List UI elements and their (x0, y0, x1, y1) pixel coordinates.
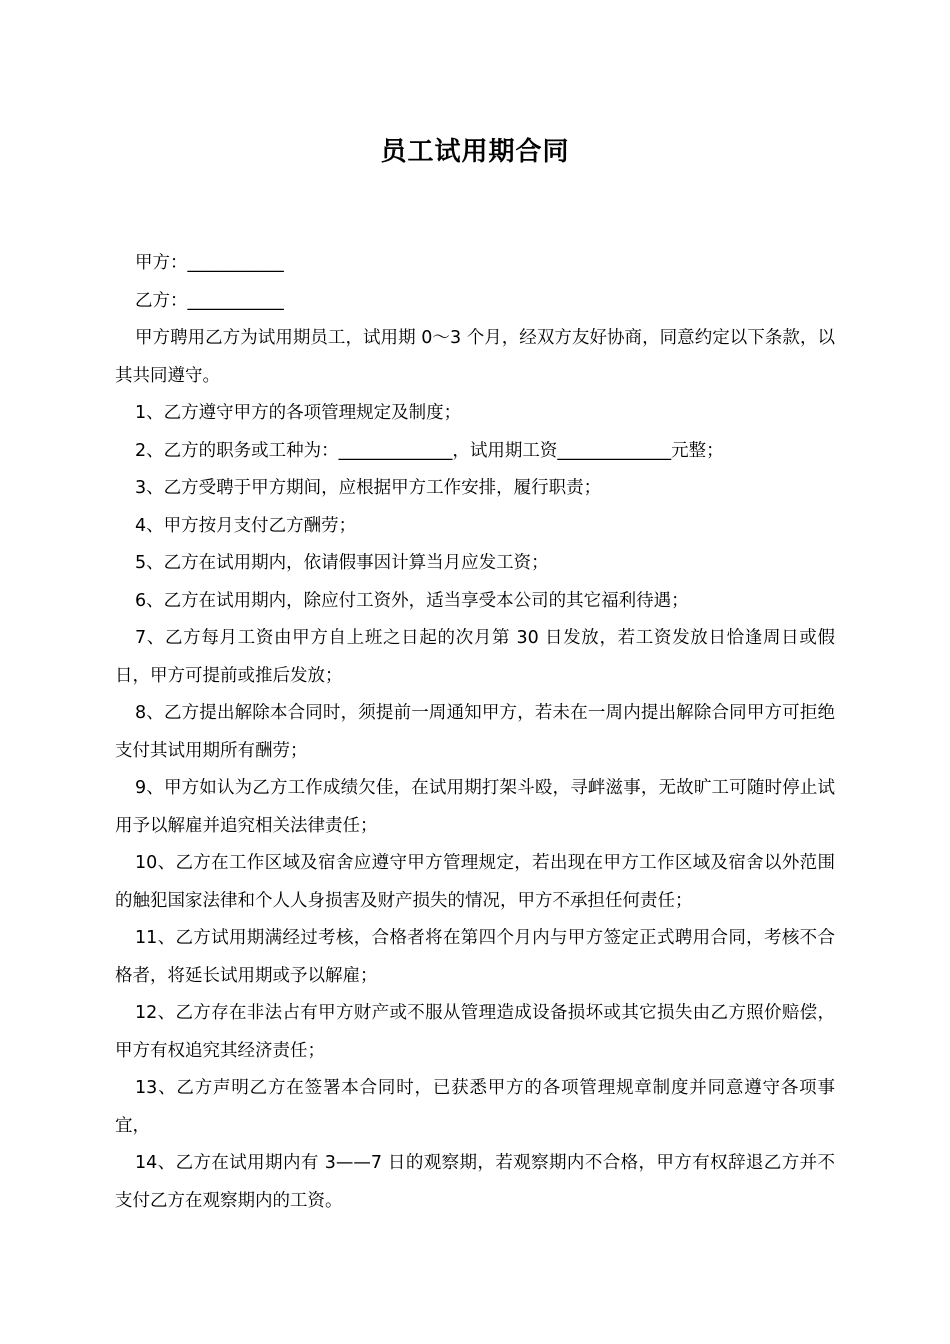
clause-4: 4、甲方按月支付乙方酬劳； (135, 515, 357, 536)
intro-paragraph: 甲方聘用乙方为试用期员工，试用期 0～3 个月，经双方友好协商，同意约定以下条款，以其共同遵守。 (115, 328, 835, 386)
clause-6: 6、乙方在试用期内，除应付工资外，适当享受本公司的其它福利待遇； (135, 590, 689, 611)
clause-12: 12、乙方存在非法占有甲方财产或不服从管理造成设备损坏或其它损失由乙方照价赔偿，甲方有权追究其经济责任； (115, 1003, 835, 1061)
document-body (115, 245, 835, 1220)
clause-8: 8、乙方提出解除本合同时，须提前一周通知甲方，若未在一周内提出解除合同甲方可拒绝支付其试用期所有酬劳； (115, 703, 835, 761)
party-a-line: 甲方：___________ (135, 253, 284, 273)
clause-10: 10、乙方在工作区域及宿舍应遵守甲方管理规定，若出现在甲方工作区域及宿舍以外范围的触犯国家法律和个人人身损害及财产损失的情况，甲方不承担任何责任； (115, 853, 835, 911)
clause-13: 13、乙方声明乙方在签署本合同时，已获悉甲方的各项管理规章制度并同意遵守各项事宜， (115, 1078, 835, 1136)
clause-14: 14、乙方在试用期内有 3——7 日的观察期，若观察期内不合格，甲方有权辞退乙方并不支付乙方在观察期内的工资。 (115, 1153, 835, 1211)
clause-1: 1、乙方遵守甲方的各项管理规定及制度； (135, 403, 462, 423)
clause-5: 5、乙方在试用期内，依请假事因计算当月应发工资； (135, 553, 549, 573)
clause-7: 7、乙方每月工资由甲方自上班之日起的次月第 30 日发放，若工资发放日恰逢周日或假日，甲方可提前或推后发放； (115, 628, 835, 686)
party-b-line: 乙方：___________ (135, 290, 284, 311)
clause-3: 3、乙方受聘于甲方期间，应根据甲方工作安排，履行职责； (135, 478, 602, 498)
document-title: 员工试用期合同 (380, 137, 570, 167)
clause-11: 11、乙方试用期满经过考核，合格者将在第四个月内与甲方签定正式聘用合同，考核不合格者，将延长试用期或予以解雇； (115, 928, 835, 986)
clause-2: 2、乙方的职务或工种为：_____________，试用期工资_____________元整； (135, 440, 724, 461)
clause-9: 9、甲方如认为乙方工作成绩欠佳，在试用期打架斗殴，寻衅滋事，无故旷工可随时停止试用予以解雇并追究相关法律责任； (115, 778, 835, 836)
